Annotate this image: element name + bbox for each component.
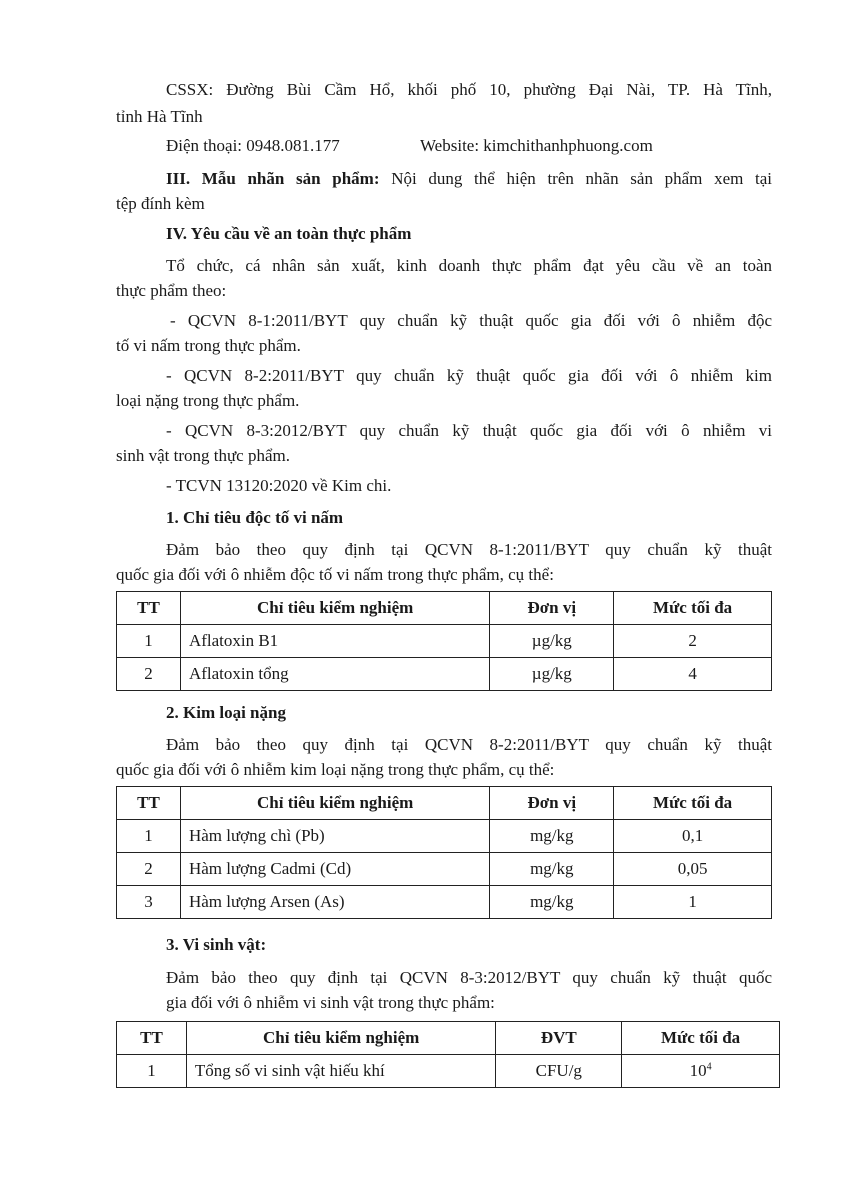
mycotoxin-heading: 1. Chỉ tiêu độc tố vi nấm bbox=[166, 508, 344, 527]
column-header: TT bbox=[117, 1022, 187, 1055]
max-value-base: 10 bbox=[689, 1061, 707, 1080]
table-cell: mg/kg bbox=[490, 820, 614, 853]
table-cell: Aflatoxin B1 bbox=[180, 625, 489, 658]
heavy-metals-table bbox=[116, 786, 772, 919]
website: Website: kimchithanhphuong.com bbox=[420, 136, 653, 155]
microbial-heading: 3. Vi sinh vật: bbox=[166, 935, 267, 954]
column-header: Mức tối đa bbox=[622, 1022, 780, 1055]
table-cell: 4 bbox=[614, 658, 772, 691]
table-cell: mg/kg bbox=[490, 853, 614, 886]
section-4-intro-1: Tổ chức, cá nhân sản xuất, kinh doanh thực phẩm đạt yêu cầu về an toàn bbox=[166, 256, 772, 275]
column-header: Đơn vị bbox=[490, 592, 614, 625]
mycotoxin-text-1: Đảm bảo theo quy định tại QCVN 8-1:2011/BYT quy chuẩn kỹ thuật bbox=[166, 540, 772, 559]
column-header: ĐVT bbox=[496, 1022, 622, 1055]
table-cell: 0,05 bbox=[614, 853, 772, 886]
table-row bbox=[117, 853, 772, 886]
table-cell: 2 bbox=[614, 625, 772, 658]
heavy-metals-text-2: quốc gia đối với ô nhiễm kim loại nặng trong thực phẩm, cụ thể: bbox=[116, 760, 555, 779]
table-row bbox=[117, 886, 772, 919]
microbial-text-2: gia đối với ô nhiễm vi sinh vật trong thực phẩm: bbox=[166, 993, 495, 1012]
table-header-row bbox=[117, 592, 772, 625]
column-header: Mức tối đa bbox=[614, 592, 772, 625]
column-header: Chỉ tiêu kiểm nghiệm bbox=[180, 787, 489, 820]
phone-number: Điện thoại: 0948.081.177 bbox=[166, 136, 340, 155]
table-header-row bbox=[117, 787, 772, 820]
table-cell: CFU/g bbox=[496, 1055, 622, 1088]
address-line-2: tỉnh Hà Tĩnh bbox=[116, 107, 203, 126]
table-cell: mg/kg bbox=[490, 886, 614, 919]
table-header-row bbox=[117, 1022, 780, 1055]
section-4-intro-2: thực phẩm theo: bbox=[116, 281, 227, 300]
column-header: Mức tối đa bbox=[614, 787, 772, 820]
table-cell: Hàm lượng chì (Pb) bbox=[180, 820, 489, 853]
table-cell: 2 bbox=[117, 658, 181, 691]
table-cell bbox=[622, 1055, 780, 1088]
column-header: TT bbox=[117, 592, 181, 625]
table-cell: 2 bbox=[117, 853, 181, 886]
regulation-item-3: - QCVN 8-3:2012/BYT quy chuẩn kỹ thuật quốc gia đối với ô nhiễm vi bbox=[166, 421, 772, 440]
microbial-table bbox=[116, 1021, 780, 1088]
table-cell: 1 bbox=[117, 625, 181, 658]
regulation-item-2: - QCVN 8-2:2011/BYT quy chuẩn kỹ thuật quốc gia đối với ô nhiễm kim bbox=[166, 366, 772, 385]
regulation-item-3-cont: sinh vật trong thực phẩm. bbox=[116, 446, 290, 465]
table-row bbox=[117, 625, 772, 658]
max-value-exponent: 4 bbox=[706, 1061, 712, 1073]
table-cell: 1 bbox=[614, 886, 772, 919]
table-row bbox=[117, 658, 772, 691]
table-cell: Hàm lượng Arsen (As) bbox=[180, 886, 489, 919]
column-header: Đơn vị bbox=[490, 787, 614, 820]
table-cell: Aflatoxin tổng bbox=[180, 658, 489, 691]
table-cell: µg/kg bbox=[490, 625, 614, 658]
section-3-text: Nội dung thể hiện trên nhãn sản phẩm xem tại bbox=[391, 169, 773, 188]
mycotoxin-table bbox=[116, 591, 772, 691]
table-cell: 1 bbox=[117, 1055, 187, 1088]
microbial-text-1: Đảm bảo theo quy định tại QCVN 8-3:2012/BYT quy chuẩn kỹ thuật quốc bbox=[166, 968, 772, 987]
mycotoxin-text-2: quốc gia đối với ô nhiễm độc tố vi nấm trong thực phẩm, cụ thể: bbox=[116, 565, 554, 584]
table-row bbox=[117, 1055, 780, 1088]
table-cell: Hàm lượng Cadmi (Cd) bbox=[180, 853, 489, 886]
address-line-1: CSSX: Đường Bùi Cầm Hổ, khối phố 10, phường Đại Nài, TP. Hà Tĩnh, bbox=[166, 80, 772, 99]
heavy-metals-heading: 2. Kim loại nặng bbox=[166, 703, 286, 722]
table-cell: 3 bbox=[117, 886, 181, 919]
table-cell: 0,1 bbox=[614, 820, 772, 853]
section-3-line-2: tệp đính kèm bbox=[116, 194, 205, 213]
column-header: TT bbox=[117, 787, 181, 820]
regulation-item-1: - QCVN 8-1:2011/BYT quy chuẩn kỹ thuật quốc gia đối với ô nhiễm độc bbox=[170, 311, 772, 330]
column-header: Chỉ tiêu kiểm nghiệm bbox=[186, 1022, 495, 1055]
regulation-item-1-cont: tố vi nấm trong thực phẩm. bbox=[116, 336, 301, 355]
table-cell: 1 bbox=[117, 820, 181, 853]
heavy-metals-text-1: Đảm bảo theo quy định tại QCVN 8-2:2011/BYT quy chuẩn kỹ thuật bbox=[166, 735, 772, 754]
section-4-heading: IV. Yêu cầu về an toàn thực phẩm bbox=[166, 224, 412, 243]
table-row bbox=[117, 820, 772, 853]
section-3-heading: III. Mẫu nhãn sản phẩm: bbox=[166, 169, 380, 188]
regulation-item-4: - TCVN 13120:2020 về Kim chi. bbox=[166, 476, 392, 495]
section-3-line-1 bbox=[166, 169, 772, 189]
regulation-item-2-cont: loại nặng trong thực phẩm. bbox=[116, 391, 300, 410]
column-header: Chỉ tiêu kiểm nghiệm bbox=[180, 592, 489, 625]
table-cell: Tổng số vi sinh vật hiếu khí bbox=[186, 1055, 495, 1088]
table-cell: µg/kg bbox=[490, 658, 614, 691]
